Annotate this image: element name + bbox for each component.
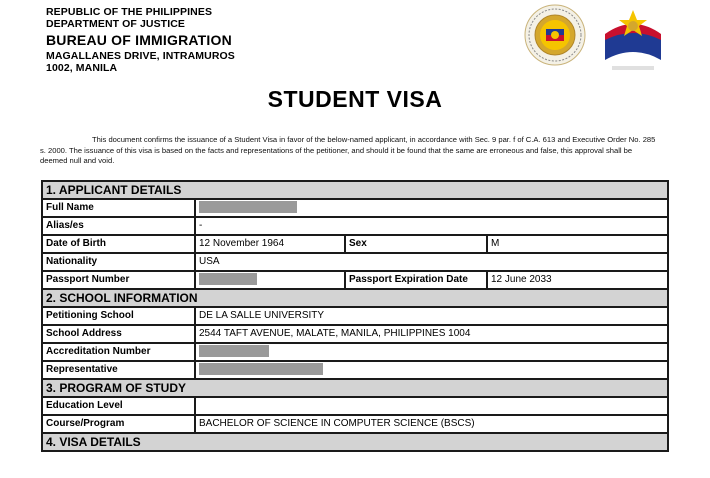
education-level-value xyxy=(195,397,668,415)
table-row xyxy=(42,217,668,235)
course-program-value: BACHELOR OF SCIENCE IN COMPUTER SCIENCE (BSCS) xyxy=(195,415,668,433)
accreditation-number-label: Accreditation Number xyxy=(42,343,195,361)
intro-paragraph xyxy=(40,135,660,167)
table-row xyxy=(42,199,668,217)
nationality-value: USA xyxy=(195,253,668,271)
section-header-row xyxy=(42,289,668,307)
section-header-row xyxy=(42,379,668,397)
table-row xyxy=(42,415,668,433)
school-address-label: School Address xyxy=(42,325,195,343)
accreditation-number-value xyxy=(195,343,668,361)
document-title: STUDENT VISA xyxy=(267,86,443,112)
intro-text: This document confirms the issuance of a Student Visa in favor of the below-named applicant, in accordance with Sec. 9 par. f of C.A. 613 and Executive Order No. 285 s. 2000. The issuance of this visa is based on the facts and representations of the petitioner, and should it be found that the same are erroneous and false, this approval shall be deemed null and void. xyxy=(40,135,656,165)
table-row xyxy=(42,361,668,379)
table-row xyxy=(42,271,668,289)
full-name-label: Full Name xyxy=(42,199,195,217)
section-header-row xyxy=(42,181,668,199)
section-program-of-study: 3. PROGRAM OF STUDY xyxy=(42,379,668,397)
visa-details-form xyxy=(41,180,669,452)
full-name-value xyxy=(195,199,668,217)
table-row xyxy=(42,235,668,253)
passport-number-value xyxy=(195,271,345,289)
table-row xyxy=(42,325,668,343)
education-level-label: Education Level xyxy=(42,397,195,415)
redaction-bar xyxy=(199,273,257,285)
table-row xyxy=(42,307,668,325)
country-name: REPUBLIC OF THE PHILIPPINES xyxy=(46,6,213,18)
table-row xyxy=(42,343,668,361)
table-row xyxy=(42,253,668,271)
section-header-row xyxy=(42,433,668,451)
passport-expiration-label: Passport Expiration Date xyxy=(345,271,487,289)
section-school-information: 2. SCHOOL INFORMATION xyxy=(42,289,668,307)
passport-expiration-value: 12 June 2033 xyxy=(487,271,668,289)
address-line-2: 1002, MANILA xyxy=(46,62,118,74)
dob-value: 12 November 1964 xyxy=(195,235,345,253)
philippine-flag-emblem-icon xyxy=(600,4,666,74)
petitioning-school-label: Petitioning School xyxy=(42,307,195,325)
sex-value: M xyxy=(487,235,668,253)
alias-value: - xyxy=(195,217,668,235)
address-line-1: MAGALLANES DRIVE, INTRAMUROS xyxy=(46,50,235,62)
redaction-bar xyxy=(199,345,269,357)
passport-number-label: Passport Number xyxy=(42,271,195,289)
petitioning-school-value: DE LA SALLE UNIVERSITY xyxy=(195,307,668,325)
table-row xyxy=(42,397,668,415)
redaction-bar xyxy=(199,363,323,375)
section-applicant-details: 1. APPLICANT DETAILS xyxy=(42,181,668,199)
nationality-label: Nationality xyxy=(42,253,195,271)
alias-label: Alias/es xyxy=(42,217,195,235)
representative-label: Representative xyxy=(42,361,195,379)
dob-label: Date of Birth xyxy=(42,235,195,253)
redaction-bar xyxy=(199,201,297,213)
section-visa-details: 4. VISA DETAILS xyxy=(42,433,668,451)
department-name: DEPARTMENT OF JUSTICE xyxy=(46,18,185,30)
bureau-of-immigration-seal-icon xyxy=(524,4,586,66)
representative-value xyxy=(195,361,668,379)
school-address-value: 2544 TAFT AVENUE, MALATE, MANILA, PHILIPPINES 1004 xyxy=(195,325,668,343)
letterhead xyxy=(46,6,235,74)
course-program-label: Course/Program xyxy=(42,415,195,433)
bureau-name: BUREAU OF IMMIGRATION xyxy=(46,32,232,48)
sex-label: Sex xyxy=(345,235,487,253)
